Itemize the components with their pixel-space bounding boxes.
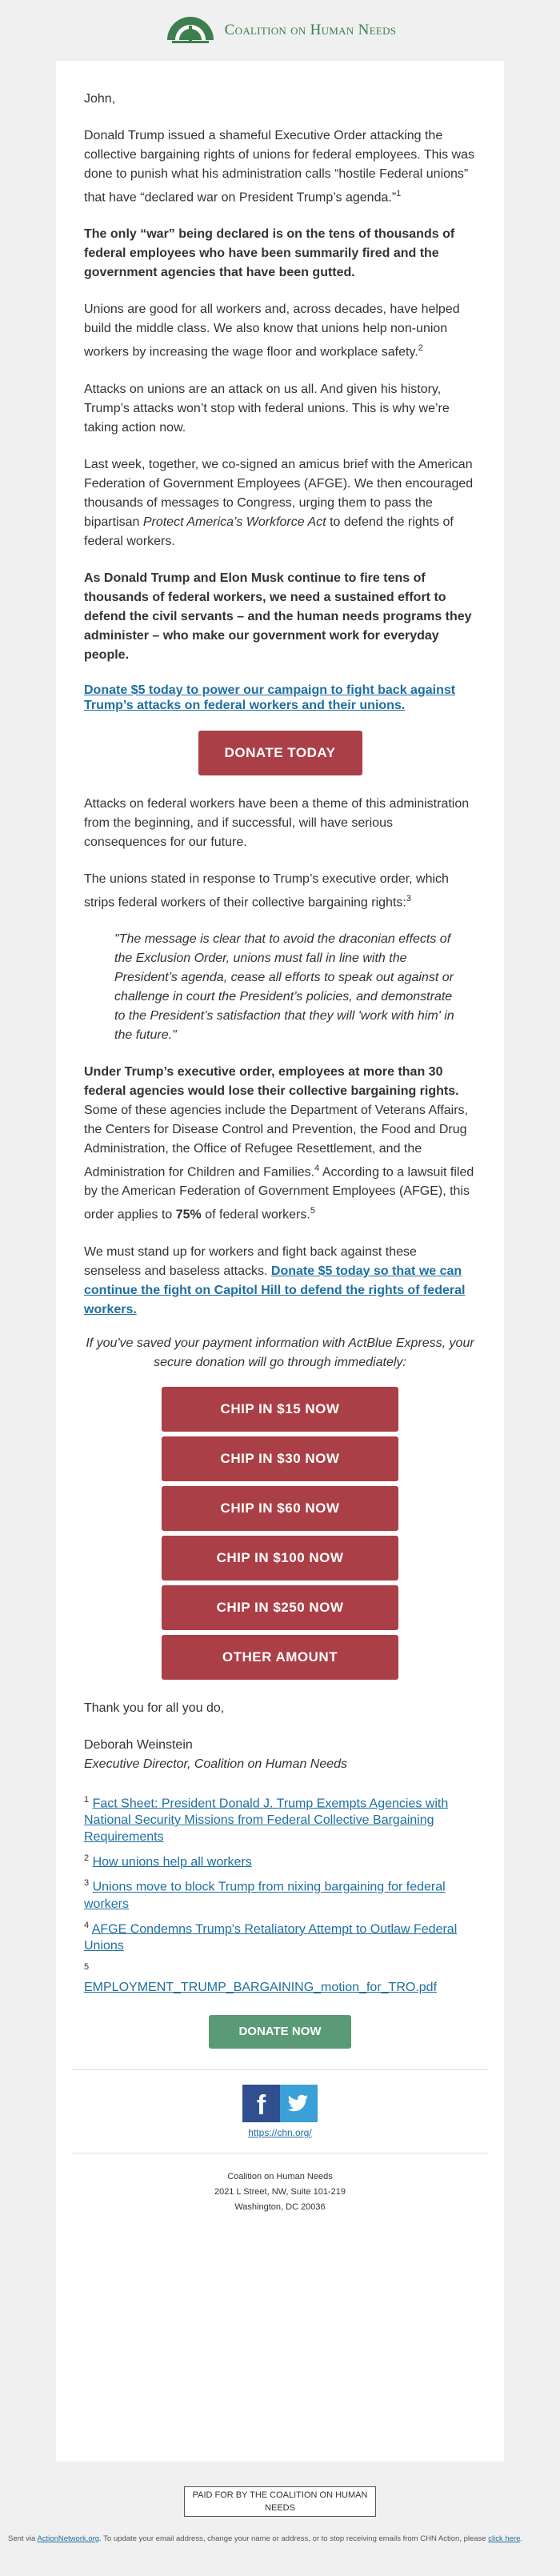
paragraph-8: The unions stated in response to Trump’s executive order, which strips federal workers of their collective bargaining rights:$^3$: [84, 871, 449, 909]
logo-text[interactable]: Coalition on Human Needs: [224, 22, 397, 38]
footnote-link-5[interactable]: EMPLOYMENT_TRUMP_BARGAINING_motion_for_TRO.pdf: [84, 1981, 438, 1995]
footnote-link-1[interactable]: Fact Sheet: President Donald J. Trump Exempts Agencies with National Security Missions from Federal Collective Bargaining Requirements: [84, 1796, 449, 1844]
paid-for-disclaimer: PAID FOR BY THE COALITION ON HUMAN NEEDS: [184, 2486, 376, 2517]
signer-name: Deborah Weinstein: [84, 1737, 193, 1752]
footnote-ref-5: 5: [310, 1206, 315, 1216]
chip-in-15-button[interactable]: CHIP IN $15 NOW: [162, 1387, 398, 1432]
paragraph-9: Under Trump’s executive order, employees at more than 30 federal agencies would lose their collective bargaining rights. Some of these agencies include the Department of Veterans Affairs, the Centers for Disease Control and Prevention, the Food and Drug Administration, the Office of Refugee Resettlement, and the Administration for Children and Families.$^4$ According to a lawsuit filed by the American Federation of Government Employees (AFGE), this order applies to 75% of federal workers.$^5$: [84, 1064, 474, 1222]
donate-now-button[interactable]: DONATE NOW: [209, 2015, 351, 2049]
actionnetwork-link[interactable]: ActionNetwork.org: [37, 2534, 100, 2543]
donate-link-1-wrap: [84, 683, 476, 713]
footnote-ref-3: 3: [406, 893, 411, 903]
other-amount-button[interactable]: OTHER AMOUNT: [162, 1635, 398, 1680]
social-links: [84, 2085, 476, 2122]
donate-link-2[interactable]: Donate $5 today so that we can continue the fight on Capitol Hill to defend the rights of federal workers.: [84, 1264, 466, 1316]
paragraph-6: As Donald Trump and Elon Musk continue to fire tens of thousands of federal workers, we need a sustained effort to defend the civil servants – and the human needs programs they administer – who make our government work for everyday people.: [84, 571, 472, 662]
signer-title: Executive Director, Coalition on Human Needs: [84, 1757, 348, 1771]
site-link[interactable]: https://chn.org/: [248, 2127, 312, 2139]
footnote-link-2[interactable]: How unions help all workers: [92, 1855, 252, 1869]
thanks-line: Thank you for all you do,: [84, 1701, 225, 1715]
footer-note: Sent via ActionNetwork.org. To update your email address, change your name or address, or to stop receiving emails from CHN Action, please click here.: [8, 2534, 522, 2543]
union-quote: "The message is clear that to avoid the draconian effects of the Exclusion Order, unions must fall in line with the President’s agenda, cease all efforts to speak out against or challenge in court the President’s policies, and demonstrate to the President’s satisfaction that they will 'work with him' in the future.": [114, 931, 454, 1042]
paragraph-1: Donald Trump issued a shameful Executive Order attacking the collective bargaining rights of unions for federal employees. This was done to punish what his administration calls “hostile Federal unions” that have “declared war on President Trump’s agenda.”$^1$: [84, 129, 474, 205]
paragraph-4: Attacks on unions are an attack on us all. And given his history, Trump’s attacks won’t stop with federal unions. This is why we’re taking action now.: [84, 382, 450, 435]
chip-in-60-button[interactable]: CHIP IN $60 NOW: [162, 1486, 398, 1531]
paragraph-7: Attacks on federal workers have been a theme of this administration from the beginning, and if successful, will have serious consequences for our future.: [84, 796, 470, 849]
footnote-link-4[interactable]: AFGE Condemns Trump's Retaliatory Attempt to Outlaw Federal Unions: [84, 1921, 458, 1953]
site-link-wrap: [84, 2127, 476, 2138]
greeting: John,: [84, 92, 116, 106]
actblue-note: If you've saved your payment information with ActBlue Express, your secure donation will go through immediately:: [86, 1336, 474, 1369]
footnote-2: $^2$ How unions help all workers: [84, 1853, 252, 1869]
donate-today-button[interactable]: DONATE TODAY: [198, 731, 362, 775]
divider-1: [72, 2069, 488, 2070]
paragraph-3: Unions are good for all workers and, across decades, have helped build the middle class. We also know that unions help non-union workers by increasing the wage floor and workplace safety.$^2$: [84, 302, 460, 359]
footnote-5: $^5$ EMPLOYMENT_TRUMP_BARGAINING_motion_for_TRO.pdf: [84, 1961, 438, 1995]
chip-in-250-button[interactable]: CHIP IN $250 NOW: [162, 1585, 398, 1630]
paragraph-10: We must stand up for workers and fight back against these senseless and baseless attacks. Donate $5 today so that we can continue the fight on Capitol Hill to defend the rights of federal workers.: [84, 1244, 466, 1316]
mailing-address: Coalition on Human Needs 2021 L Street, NW, Suite 101-219 Washington, DC 20036: [214, 2172, 346, 2213]
footnote-link-3[interactable]: Unions move to block Trump from nixing bargaining for federal workers: [84, 1880, 446, 1911]
donate-link-1[interactable]: Donate $5 today to power our campaign to fight back against Trump’s attacks on federal workers and their unions.: [84, 683, 456, 712]
footnote-ref-2: 2: [418, 343, 423, 354]
twitter-icon[interactable]: [280, 2085, 318, 2122]
footnote-ref-4: 4: [314, 1163, 320, 1173]
email-header: [0, 0, 560, 61]
tree-logo-icon: [164, 16, 217, 45]
footnote-3: $^3$ Unions move to block Trump from nixing bargaining for federal workers: [84, 1878, 446, 1911]
paragraph-2: The only “war” being declared is on the tens of thousands of federal employees who have been summarily fired and the government agencies that have been gutted.: [84, 227, 455, 280]
chip-in-100-button[interactable]: CHIP IN $100 NOW: [162, 1536, 398, 1580]
footnote-4: $^4$ AFGE Condemns Trump's Retaliatory Attempt to Outlaw Federal Unions: [84, 1920, 458, 1953]
paragraph-5: Last week, together, we co-signed an amicus brief with the American Federation of Government Employees (AFGE). We then encouraged thousands of messages to Congress, urging them to pass the bipartisan Protect America’s Workforce Act to defend the rights of federal workers.: [84, 457, 474, 548]
chip-in-30-button[interactable]: CHIP IN $30 NOW: [162, 1436, 398, 1481]
footnote-ref-1: 1: [396, 189, 402, 198]
footnote-1: $^1$ Fact Sheet: President Donald J. Trump Exempts Agencies with National Security Missions from Federal Collective Bargaining Requirements: [84, 1794, 449, 1844]
facebook-icon[interactable]: f: [242, 2085, 280, 2122]
unsubscribe-link[interactable]: click here: [488, 2534, 521, 2543]
email-card: [56, 61, 504, 2462]
